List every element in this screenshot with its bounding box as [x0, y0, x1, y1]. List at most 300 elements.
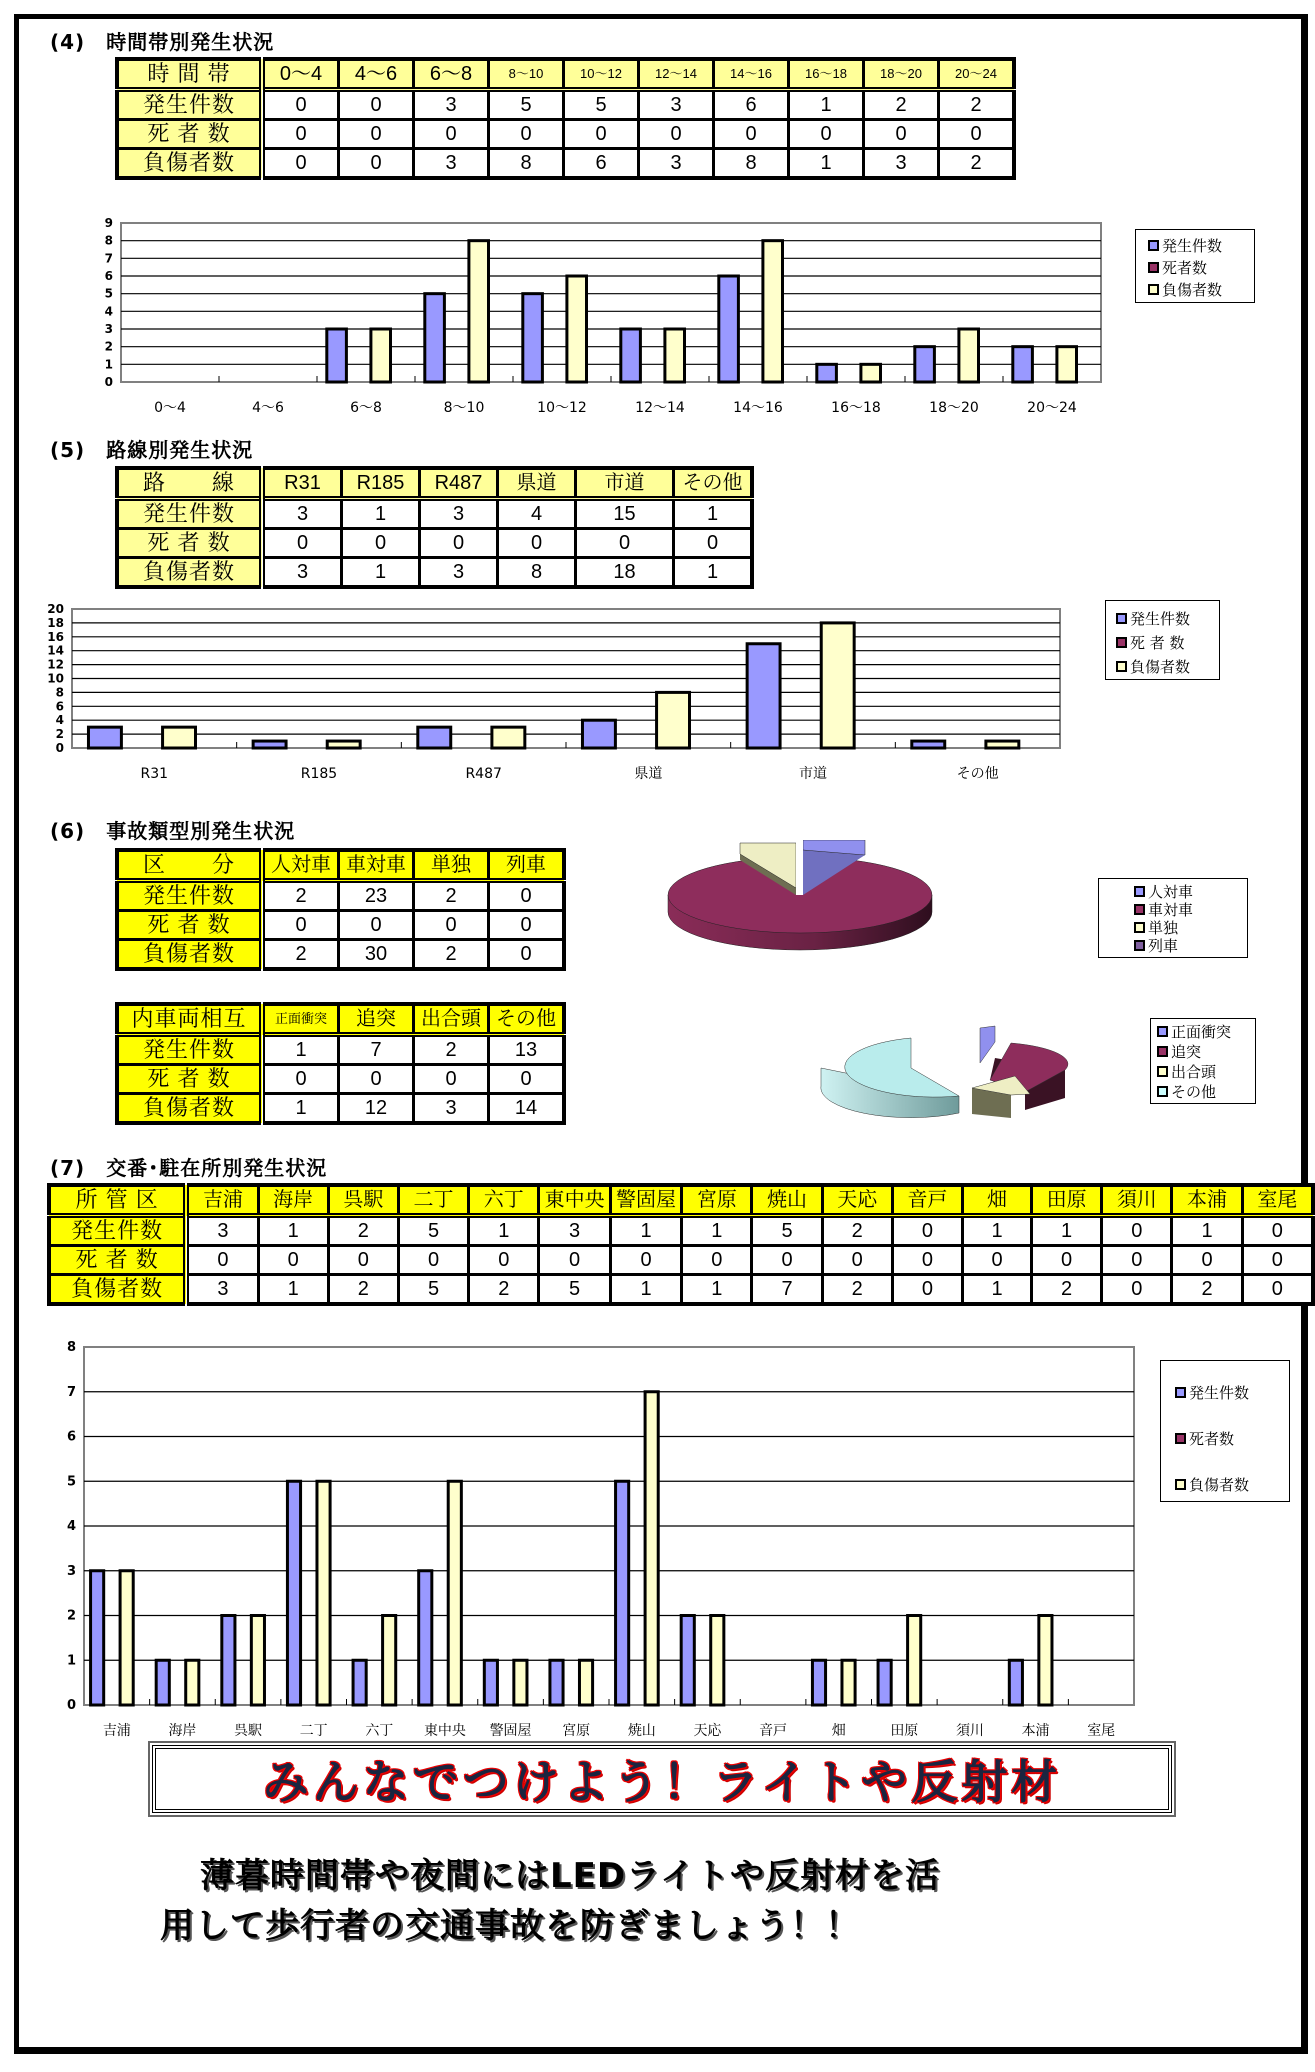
y-tick-label: 5	[66, 1474, 76, 1490]
legend-swatch-icon	[1134, 940, 1145, 951]
column-header: 8～10	[489, 59, 564, 90]
legend-label: 列車	[1148, 936, 1179, 955]
legend-swatch-icon	[1148, 262, 1159, 273]
column-header: 4～6	[339, 59, 414, 90]
table-cell: 0	[342, 529, 420, 558]
bar	[253, 741, 286, 748]
table-cell: 6	[564, 149, 639, 179]
table-cell: 0	[339, 1065, 414, 1094]
legend-item	[1116, 654, 1219, 678]
bar	[908, 1616, 921, 1706]
table-cell: 2	[414, 881, 489, 911]
table-cell: 1	[469, 1216, 539, 1246]
x-tick-label: 14～16	[733, 400, 783, 416]
bar	[711, 1616, 724, 1706]
table-cell: 0	[682, 1246, 752, 1275]
table-cell: 0	[262, 149, 339, 179]
time-table	[115, 57, 1016, 180]
table-cell: 0	[639, 120, 714, 149]
x-tick-label: 16～18	[831, 400, 881, 416]
column-header: 6～8	[414, 59, 489, 90]
legend-label: 死者数	[1189, 1429, 1235, 1448]
y-tick-label: 14	[47, 643, 64, 658]
table-cell: 3	[539, 1216, 610, 1246]
y-tick-label: 3	[104, 322, 113, 336]
legend-item	[1148, 278, 1254, 300]
table-cell: 0	[1242, 1216, 1313, 1246]
table-cell: 0	[892, 1275, 962, 1305]
row-label: 負傷者数	[117, 1094, 262, 1124]
legend-swatch-icon	[1148, 284, 1159, 295]
table-cell: 0	[939, 120, 1015, 149]
bar	[763, 241, 783, 382]
table-row	[117, 558, 752, 588]
row-label: 発生件数	[117, 1035, 262, 1065]
table-header-row	[117, 468, 752, 499]
table-cell: 1	[789, 90, 864, 120]
table-cell: 3	[639, 149, 714, 179]
bar	[912, 741, 945, 748]
legend-item	[1157, 1081, 1255, 1101]
y-tick-label: 4	[55, 713, 64, 728]
table-cell: 4	[498, 499, 576, 529]
legend-label: 車対車	[1148, 900, 1194, 919]
table-cell: 1	[262, 1035, 339, 1065]
column-header: 宮原	[682, 1185, 752, 1216]
table-cell: 0	[414, 911, 489, 940]
table-cell: 5	[539, 1275, 610, 1305]
table-cell: 0	[963, 1246, 1032, 1275]
x-tick-label: 室尾	[1087, 1723, 1116, 1739]
column-header: 車対車	[339, 850, 414, 881]
table-row	[117, 120, 1014, 149]
reflector-banner	[152, 1745, 1172, 1813]
bar	[747, 644, 780, 748]
column-header: 本浦	[1172, 1185, 1242, 1216]
route-chart-legend	[1105, 600, 1220, 680]
x-tick-label: 宮原	[562, 1723, 591, 1739]
y-tick-label: 16	[47, 629, 64, 644]
table-cell: 2	[262, 881, 339, 911]
column-header: 音戸	[892, 1185, 962, 1216]
legend-swatch-icon	[1175, 1387, 1186, 1398]
table-row	[117, 1065, 564, 1094]
y-tick-label: 1	[104, 357, 113, 372]
y-tick-label: 6	[104, 269, 113, 283]
bar	[448, 1481, 461, 1705]
table-row	[117, 499, 752, 529]
legend-swatch-icon	[1116, 637, 1127, 648]
table-cell: 0	[822, 1246, 892, 1275]
x-tick-label: 10～12	[537, 400, 587, 416]
table-cell: 2	[939, 90, 1015, 120]
bar	[582, 720, 615, 748]
legend-item	[1134, 900, 1247, 918]
vehicle-mutual-pie-chart	[815, 1018, 1095, 1138]
police-box-bar-chart	[0, 1330, 1315, 1740]
row-label: 死 者 数	[117, 1065, 262, 1094]
bar	[418, 727, 451, 748]
column-header: 警固屋	[610, 1185, 681, 1216]
legend-item	[1116, 606, 1219, 630]
bar	[327, 741, 360, 748]
bar	[327, 329, 347, 382]
message-line-1: 薄暮時間帯や夜間にはLEDライトや反射材を活	[200, 1856, 941, 1896]
table-cell: 23	[339, 881, 414, 911]
table-cell: 1	[1032, 1216, 1102, 1246]
table-cell: 1	[682, 1216, 752, 1246]
bar	[878, 1660, 891, 1705]
column-header: 県道	[498, 468, 576, 499]
y-tick-label: 8	[104, 233, 113, 248]
table-cell: 5	[398, 1275, 468, 1305]
table-cell: 0	[414, 1065, 489, 1094]
table-cell: 0	[339, 120, 414, 149]
bar	[186, 1660, 199, 1705]
row-label: 負傷者数	[117, 940, 262, 970]
table-cell: 1	[262, 1094, 339, 1124]
table-row	[117, 529, 752, 558]
bar	[579, 1660, 592, 1705]
bar	[959, 329, 979, 382]
row-header-label: 所 管 区	[49, 1185, 186, 1216]
legend-swatch-icon	[1175, 1479, 1186, 1490]
table-cell: 1	[258, 1216, 328, 1246]
bar	[514, 1660, 527, 1705]
table-cell: 0	[489, 1065, 565, 1094]
legend-label: 出合頭	[1171, 1062, 1217, 1081]
x-tick-label: 東中央	[423, 1723, 466, 1739]
x-tick-label: 18～20	[929, 400, 979, 416]
y-tick-label: 12	[47, 657, 64, 672]
legend-label: 単独	[1148, 918, 1179, 937]
x-tick-label: 呉駅	[234, 1723, 263, 1739]
bar	[665, 329, 685, 382]
row-label: 負傷者数	[117, 558, 262, 588]
table-row	[49, 1275, 1313, 1305]
legend-item	[1134, 936, 1247, 954]
column-header: 10～12	[564, 59, 639, 90]
legend-swatch-icon	[1148, 240, 1159, 251]
x-tick-label: 本浦	[1021, 1723, 1050, 1739]
table-cell: 3	[420, 558, 498, 588]
y-tick-label: 2	[104, 339, 113, 354]
table-cell: 0	[469, 1246, 539, 1275]
vehicle-mutual-pie-legend	[1150, 1018, 1256, 1104]
table-cell: 0	[186, 1246, 258, 1275]
bar	[163, 727, 196, 748]
legend-label: 負傷者数	[1130, 657, 1191, 676]
bar	[287, 1481, 300, 1705]
bar	[120, 1571, 133, 1705]
x-tick-label: 天応	[693, 1723, 722, 1739]
column-header: 正面衝突	[262, 1004, 339, 1035]
table-cell: 3	[414, 1094, 489, 1124]
route-table	[115, 466, 754, 589]
table-cell: 0	[262, 90, 339, 120]
legend-item	[1116, 630, 1219, 654]
y-tick-label: 3	[66, 1563, 76, 1579]
legend-item	[1134, 882, 1247, 900]
column-header: 18～20	[864, 59, 939, 90]
row-label: 死 者 数	[117, 911, 262, 940]
table-cell: 2	[328, 1216, 398, 1246]
table-cell: 0	[262, 911, 339, 940]
police-box-table	[47, 1183, 1315, 1306]
legend-label: 発生件数	[1162, 236, 1223, 255]
column-header: 12～14	[639, 59, 714, 90]
x-tick-label: 二丁	[299, 1723, 328, 1739]
table-cell: 0	[398, 1246, 468, 1275]
x-tick-label: その他	[956, 766, 999, 782]
bar	[1009, 1660, 1022, 1705]
table-cell: 0	[339, 149, 414, 179]
row-label: 負傷者数	[49, 1275, 186, 1305]
y-tick-label: 7	[66, 1384, 76, 1400]
table-cell: 0	[1032, 1246, 1102, 1275]
table-cell: 2	[822, 1216, 892, 1246]
table-cell: 1	[610, 1216, 681, 1246]
table-cell: 5	[564, 90, 639, 120]
table-row	[117, 940, 564, 970]
section-7-title: (7) 交番･駐在所別発生状況	[50, 1156, 328, 1180]
legend-label: その他	[1171, 1082, 1217, 1101]
table-header-row	[117, 59, 1014, 90]
table-header-row	[49, 1185, 1313, 1216]
column-header: 呉駅	[328, 1185, 398, 1216]
table-cell: 0	[564, 120, 639, 149]
legend-label: 死 者 数	[1130, 633, 1185, 652]
legend-swatch-icon	[1175, 1433, 1186, 1444]
table-cell: 0	[489, 940, 565, 970]
legend-item	[1134, 918, 1247, 936]
column-header: 吉浦	[186, 1185, 258, 1216]
table-cell: 18	[576, 558, 674, 588]
row-label: 死 者 数	[49, 1246, 186, 1275]
bar	[915, 347, 935, 382]
bar	[719, 276, 739, 382]
x-tick-label: 須川	[955, 1723, 984, 1739]
table-cell: 13	[489, 1035, 565, 1065]
table-cell: 8	[498, 558, 576, 588]
table-cell: 0	[489, 120, 564, 149]
bar	[1057, 347, 1077, 382]
table-cell: 0	[789, 120, 864, 149]
bar	[681, 1616, 694, 1706]
time-bar-chart	[0, 205, 1315, 425]
bar	[523, 294, 543, 382]
table-cell: 3	[864, 149, 939, 179]
table-cell: 0	[1242, 1275, 1313, 1305]
table-cell: 0	[328, 1246, 398, 1275]
x-tick-label: 12～14	[635, 400, 685, 416]
message-line-2: 用して歩行者の交通事故を防ぎましょう！！	[160, 1906, 860, 1946]
table-cell: 0	[539, 1246, 610, 1275]
table-cell: 2	[414, 940, 489, 970]
table-cell: 0	[498, 529, 576, 558]
row-label: 死 者 数	[117, 529, 262, 558]
table-cell: 0	[414, 120, 489, 149]
table-cell: 1	[674, 499, 753, 529]
table-cell: 0	[674, 529, 753, 558]
y-tick-label: 18	[47, 615, 64, 630]
bar	[842, 1660, 855, 1705]
legend-swatch-icon	[1116, 661, 1127, 672]
x-tick-label: 吉浦	[102, 1723, 131, 1739]
table-cell: 3	[639, 90, 714, 120]
table-cell: 1	[789, 149, 864, 179]
column-header: 出合頭	[414, 1004, 489, 1035]
y-tick-label: 9	[104, 216, 113, 230]
table-cell: 1	[682, 1275, 752, 1305]
table-cell: 5	[752, 1216, 822, 1246]
row-label: 発生件数	[117, 499, 262, 529]
x-tick-label: 県道	[634, 766, 663, 782]
table-cell: 7	[752, 1275, 822, 1305]
column-header: 単独	[414, 850, 489, 881]
column-header: 二丁	[398, 1185, 468, 1216]
row-header-label: 時 間 帯	[117, 59, 262, 90]
legend-label: 負傷者数	[1162, 280, 1223, 299]
bar	[91, 1571, 104, 1705]
column-header: 市道	[576, 468, 674, 499]
row-label: 発生件数	[117, 881, 262, 911]
table-cell: 5	[489, 90, 564, 120]
table-cell: 5	[398, 1216, 468, 1246]
row-label: 発生件数	[117, 90, 262, 120]
x-tick-label: R487	[465, 766, 502, 782]
column-header: 天応	[822, 1185, 892, 1216]
legend-swatch-icon	[1157, 1026, 1168, 1037]
table-row	[117, 1035, 564, 1065]
legend-item	[1148, 256, 1254, 278]
table-cell: 2	[1032, 1275, 1102, 1305]
x-tick-label: 20～24	[1027, 400, 1077, 416]
legend-label: 発生件数	[1130, 609, 1191, 628]
legend-item	[1157, 1021, 1255, 1041]
bar	[469, 241, 489, 382]
table-cell: 2	[414, 1035, 489, 1065]
police-box-chart-legend	[1160, 1360, 1290, 1502]
column-header: 東中央	[539, 1185, 610, 1216]
x-tick-label: R31	[140, 766, 169, 782]
column-header: 室尾	[1242, 1185, 1313, 1216]
table-cell: 0	[420, 529, 498, 558]
x-tick-label: 海岸	[168, 1723, 197, 1739]
time-chart-legend	[1135, 229, 1255, 303]
legend-swatch-icon	[1157, 1066, 1168, 1077]
bar	[861, 364, 881, 382]
bar	[156, 1660, 169, 1705]
y-tick-label: 6	[66, 1429, 76, 1445]
table-cell: 0	[1102, 1216, 1172, 1246]
bar	[567, 276, 587, 382]
table-cell: 2	[939, 149, 1015, 179]
accident-type-pie-legend	[1098, 878, 1248, 958]
section-4-title: (4) 時間帯別発生状況	[50, 30, 275, 54]
table-cell: 3	[262, 499, 342, 529]
table-cell: 0	[258, 1246, 328, 1275]
table-cell: 0	[610, 1246, 681, 1275]
bar	[986, 741, 1019, 748]
column-header: 焼山	[752, 1185, 822, 1216]
y-tick-label: 2	[55, 727, 64, 742]
table-cell: 3	[414, 90, 489, 120]
y-tick-label: 1	[66, 1653, 76, 1669]
row-header-label: 区 分	[117, 850, 262, 881]
bar	[317, 1481, 330, 1705]
legend-swatch-icon	[1157, 1046, 1168, 1057]
legend-label: 正面衝突	[1171, 1022, 1232, 1041]
table-cell: 0	[339, 911, 414, 940]
table-cell: 0	[339, 90, 414, 120]
bar	[550, 1660, 563, 1705]
column-header: その他	[674, 468, 753, 499]
legend-swatch-icon	[1116, 613, 1127, 624]
legend-label: 負傷者数	[1189, 1475, 1250, 1494]
bar	[817, 364, 837, 382]
x-tick-label: 畑	[831, 1723, 846, 1739]
vehicle-mutual-table	[115, 1002, 566, 1125]
y-tick-label: 6	[55, 699, 64, 714]
table-cell: 0	[489, 911, 565, 940]
table-cell: 1	[674, 558, 753, 588]
row-header-label: 路 線	[117, 468, 262, 499]
bar	[657, 692, 690, 748]
bar	[821, 623, 854, 748]
table-cell: 3	[186, 1275, 258, 1305]
table-cell: 14	[489, 1094, 565, 1124]
table-cell: 1	[963, 1216, 1032, 1246]
table-row	[117, 881, 564, 911]
table-cell: 8	[714, 149, 789, 179]
table-cell: 2	[1172, 1275, 1242, 1305]
table-cell: 8	[489, 149, 564, 179]
table-cell: 0	[262, 1065, 339, 1094]
table-cell: 3	[186, 1216, 258, 1246]
x-tick-label: 8～10	[443, 400, 485, 416]
table-cell: 0	[892, 1216, 962, 1246]
bar	[88, 727, 121, 748]
column-header: その他	[489, 1004, 565, 1035]
table-cell: 0	[576, 529, 674, 558]
column-header: R31	[262, 468, 342, 499]
y-tick-label: 8	[55, 685, 64, 700]
table-cell: 0	[1102, 1275, 1172, 1305]
column-header: 須川	[1102, 1185, 1172, 1216]
legend-swatch-icon	[1157, 1086, 1168, 1097]
y-tick-label: 0	[104, 375, 113, 389]
table-cell: 0	[864, 120, 939, 149]
table-header-row	[117, 850, 564, 881]
y-tick-label: 0	[66, 1698, 76, 1713]
legend-label: 発生件数	[1189, 1383, 1250, 1402]
bar	[425, 294, 445, 382]
x-tick-label: R185	[300, 766, 338, 782]
table-cell: 7	[339, 1035, 414, 1065]
row-header-label: 内車両相互	[117, 1004, 262, 1035]
table-cell: 3	[420, 499, 498, 529]
table-cell: 6	[714, 90, 789, 120]
section-6-title: (6) 事故類型別発生状況	[50, 819, 296, 843]
column-header: 追突	[339, 1004, 414, 1035]
table-cell: 0	[262, 120, 339, 149]
x-tick-label: 0～4	[154, 400, 186, 416]
bar	[645, 1392, 658, 1705]
x-tick-label: 警固屋	[489, 1723, 532, 1739]
x-tick-label: 焼山	[627, 1723, 656, 1739]
y-tick-label: 10	[47, 671, 64, 686]
